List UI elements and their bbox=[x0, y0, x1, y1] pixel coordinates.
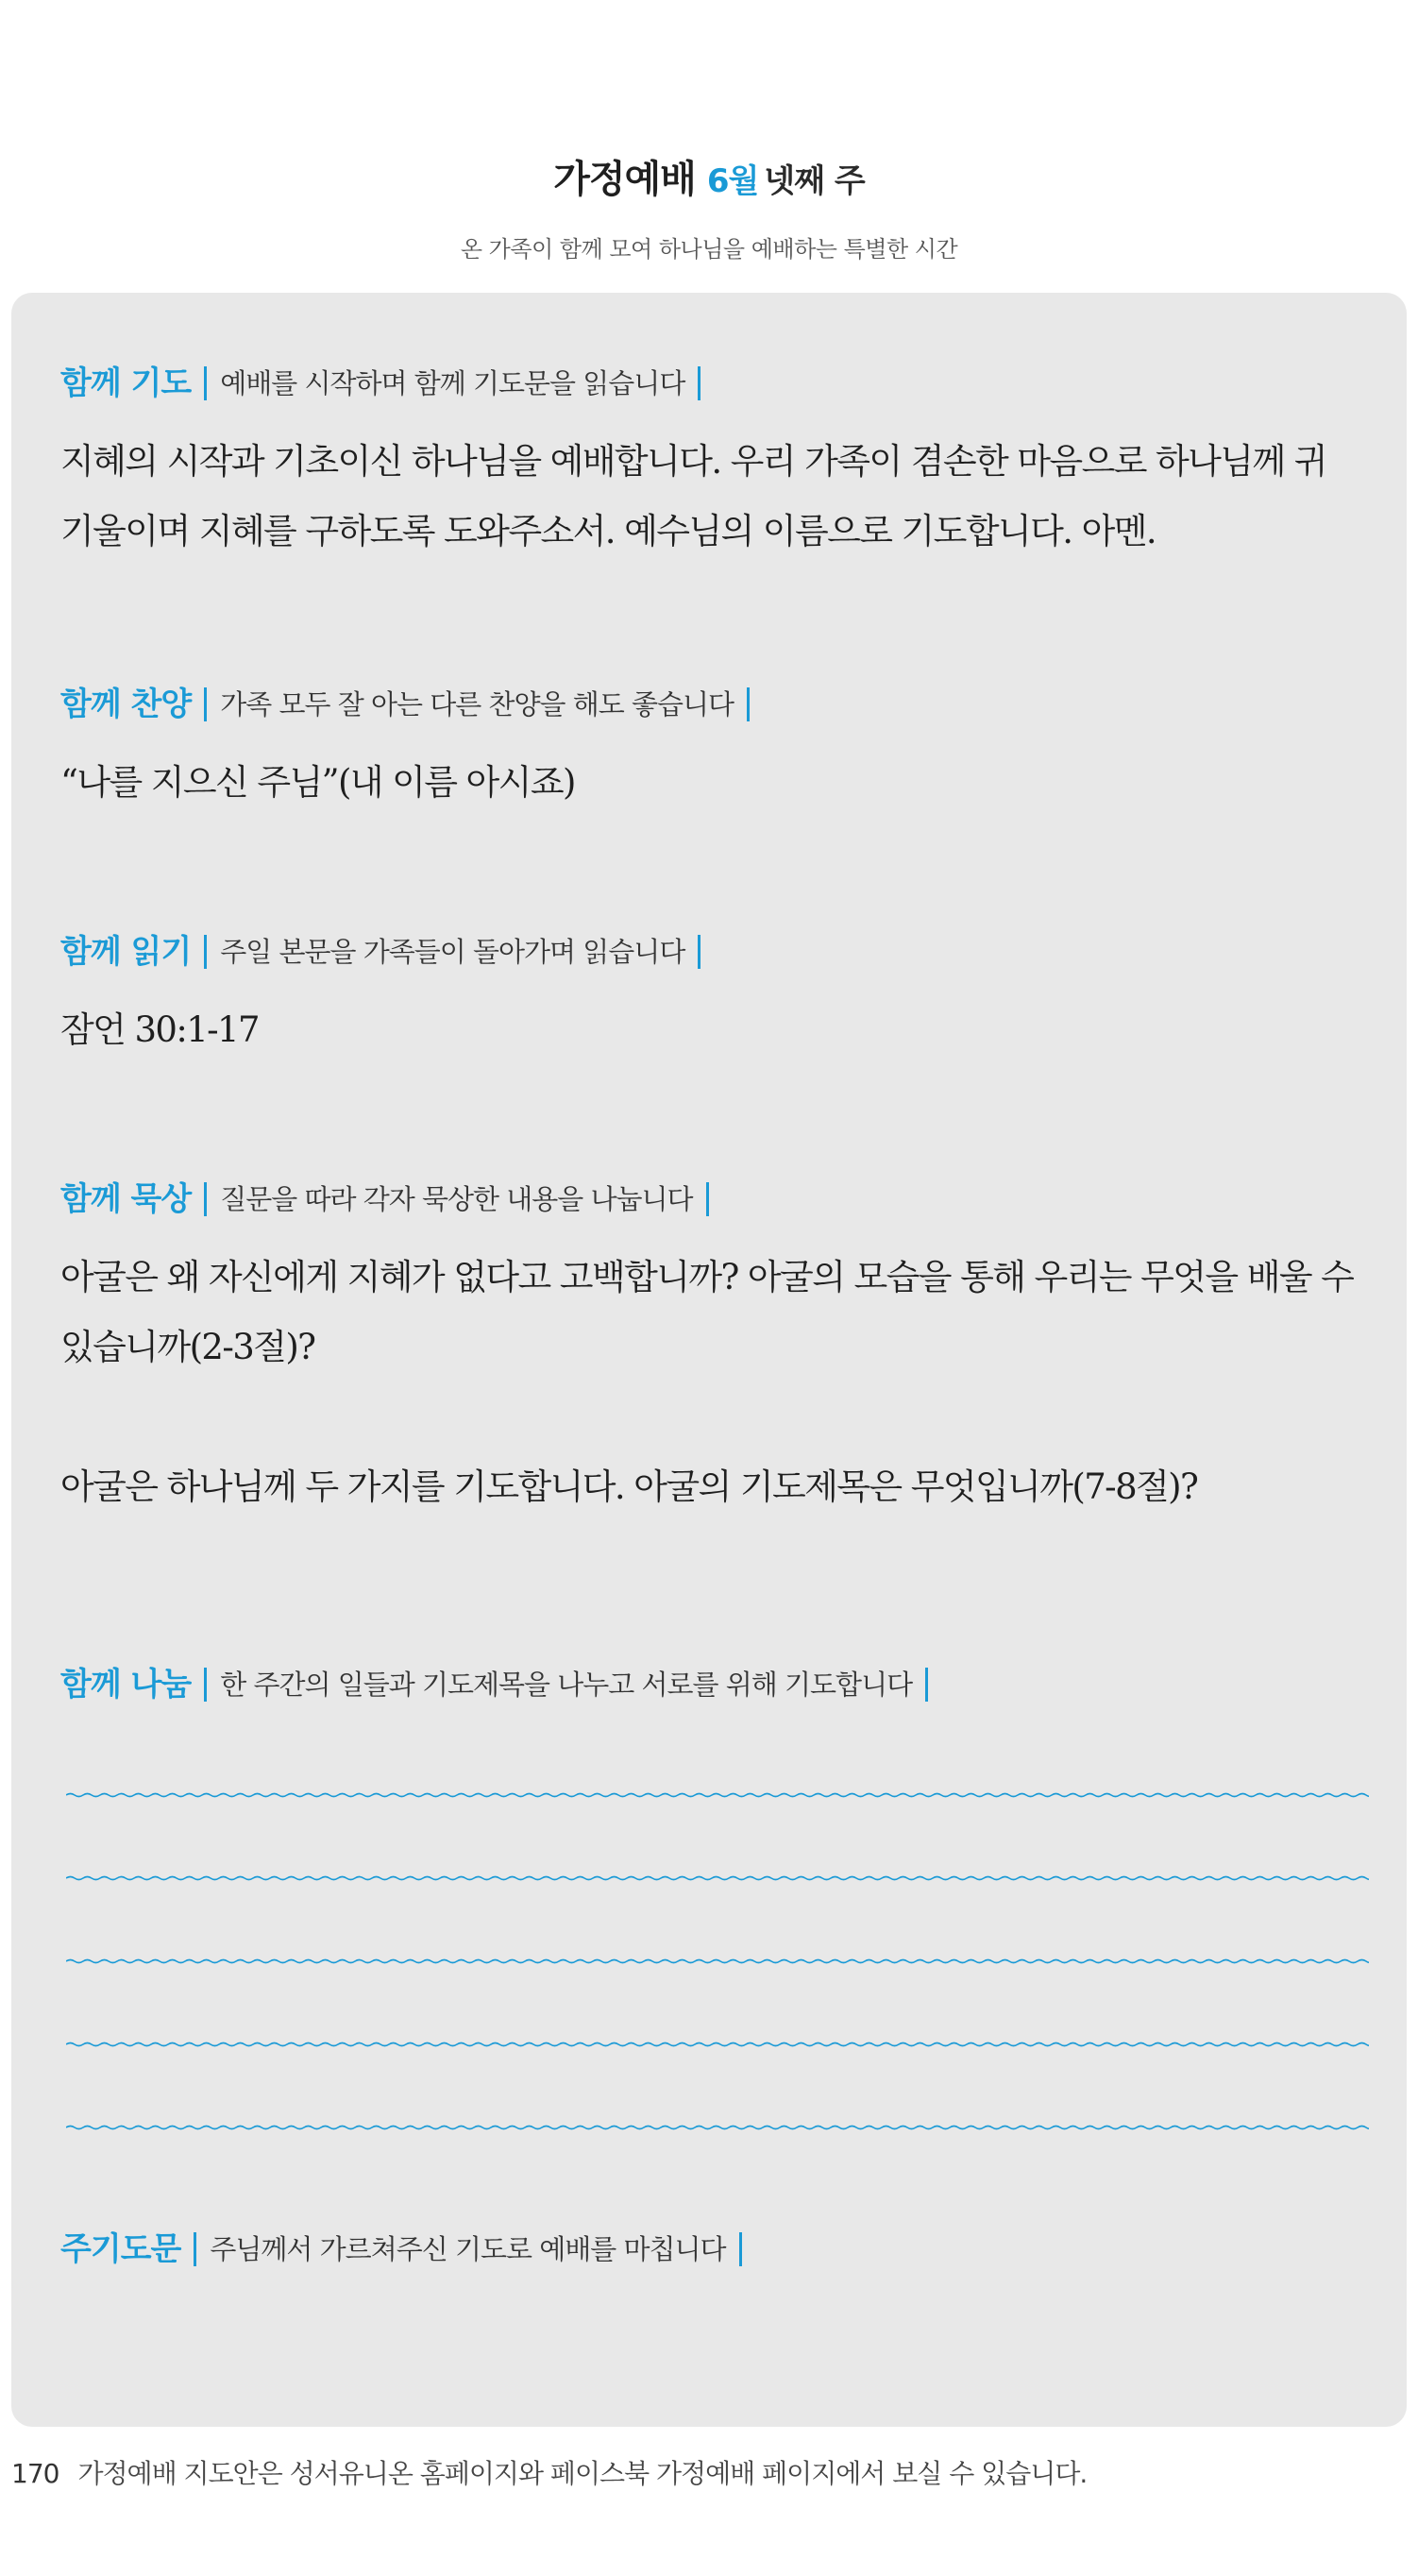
footer-note: 가정예배 지도안은 성서유니온 홈페이지와 페이스북 가정예배 페이지에서 보실 수 있습니다. bbox=[77, 2458, 1088, 2489]
section-description: 질문을 따라 각자 묵상한 내용을 나눕니다 bbox=[220, 1183, 693, 1215]
page-footer bbox=[11, 2453, 1087, 2491]
section-heading bbox=[60, 1662, 1373, 1707]
section-meditation bbox=[60, 1177, 1373, 1522]
title-month: 6월 bbox=[706, 162, 759, 200]
divider-bar bbox=[706, 1182, 709, 1216]
prayer-text: 지혜의 시작과 기초이신 하나님을 예배합니다. 우리 가족이 겸손한 마음으로 하나님께 귀 기울이며 지혜를 구하도록 도와주소서. 예수님의 이름으로 기도합니다. 아멘. bbox=[60, 441, 1326, 551]
section-heading bbox=[60, 2227, 1373, 2272]
writing-line bbox=[66, 1872, 1369, 1885]
section-lords-prayer bbox=[60, 2227, 1373, 2272]
meditation-question: 아굴은 하나님께 두 가지를 기도합니다. 아굴의 기도제목은 무엇입니까(7-8절)? bbox=[60, 1466, 1198, 1507]
title-week: 넷째 주 bbox=[764, 162, 865, 200]
divider-bar bbox=[925, 1668, 928, 1702]
writing-line bbox=[66, 2121, 1369, 2134]
divider-bar bbox=[204, 366, 207, 400]
meditation-question: 아굴은 왜 자신에게 지혜가 없다고 고백합니까? 아굴의 모습을 통해 우리는 무엇을 배울 수 있습니까(2-3절)? bbox=[60, 1257, 1354, 1367]
divider-bar bbox=[204, 1668, 207, 1702]
divider-bar bbox=[739, 2232, 742, 2266]
section-description: 주일 본문을 가족들이 돌아가며 읽습니다 bbox=[220, 936, 685, 968]
section-title: 주기도문 bbox=[60, 2230, 181, 2268]
hymn-title: “나를 지으신 주님”(내 이름 아시죠) bbox=[60, 762, 575, 803]
section-heading bbox=[60, 682, 1373, 727]
section-description: 예배를 시작하며 함께 기도문을 읽습니다 bbox=[220, 367, 685, 399]
divider-bar bbox=[204, 935, 207, 969]
section-title: 함께 읽기 bbox=[60, 933, 192, 971]
section-description: 가족 모두 잘 아는 다른 찬양을 해도 좋습니다 bbox=[220, 688, 734, 720]
section-sharing bbox=[60, 1662, 1373, 1707]
section-title: 함께 묵상 bbox=[60, 1180, 192, 1218]
section-reading bbox=[60, 929, 1373, 1065]
page-title bbox=[0, 151, 1418, 210]
scripture-reference: 잠언 30:1-17 bbox=[60, 1009, 259, 1050]
section-description: 주님께서 가르쳐주신 기도로 예배를 마칩니다 bbox=[210, 2233, 726, 2265]
title-text: 가정예배 bbox=[553, 158, 696, 201]
worship-guide-panel bbox=[11, 293, 1407, 2427]
divider-bar bbox=[698, 935, 701, 969]
section-heading bbox=[60, 1177, 1373, 1222]
meditation-questions bbox=[60, 1243, 1373, 1522]
page-header bbox=[0, 151, 1418, 263]
section-title: 함께 찬양 bbox=[60, 686, 192, 723]
writing-line bbox=[66, 2038, 1369, 2051]
page-subtitle: 온 가족이 함께 모여 하나님을 예배하는 특별한 시간 bbox=[460, 236, 958, 263]
writing-line bbox=[66, 1955, 1369, 1968]
section-title: 함께 나눔 bbox=[60, 1666, 192, 1703]
section-prayer bbox=[60, 361, 1373, 567]
writing-line bbox=[66, 1788, 1369, 1802]
section-heading bbox=[60, 929, 1373, 974]
divider-bar bbox=[204, 687, 207, 721]
section-heading bbox=[60, 361, 1373, 406]
section-praise bbox=[60, 682, 1373, 818]
section-description: 한 주간의 일들과 기도제목을 나누고 서로를 위해 기도합니다 bbox=[220, 1669, 913, 1701]
divider-bar bbox=[194, 2232, 196, 2266]
divider-bar bbox=[698, 366, 701, 400]
section-title: 함께 기도 bbox=[60, 364, 192, 402]
divider-bar bbox=[204, 1182, 207, 1216]
page-number: 170 bbox=[11, 2458, 59, 2489]
divider-bar bbox=[747, 687, 750, 721]
